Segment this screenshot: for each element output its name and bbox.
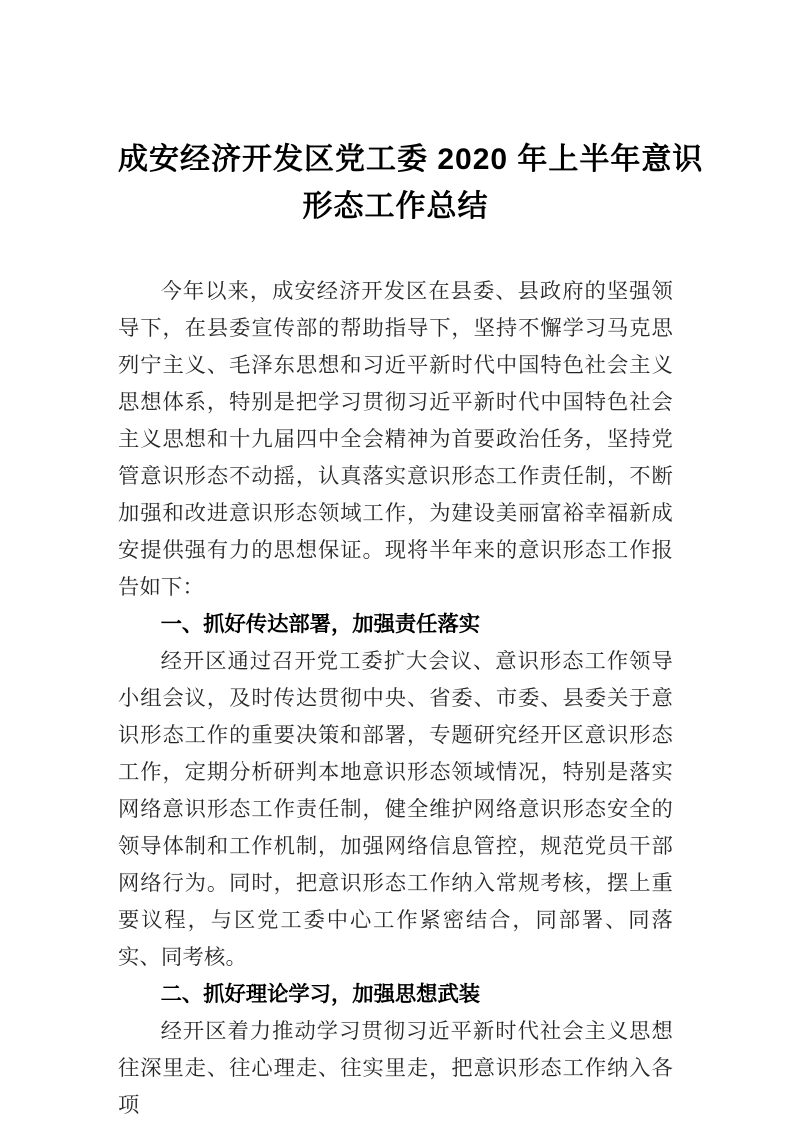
paragraph-intro: 今年以来，成安经济开发区在县委、县政府的坚强领导下，在县委宣传部的帮助指导下，坚持不懈学习马克思列宁主义、毛泽东思想和习近平新时代中国特色社会主义思想体系，特别是把学习贯彻习近平新时代中国特色社会主义思想和十九届四中全会精神为首要政治任务，坚持党管意识形态不动摇，认真落实意识形态工作责任制，不断加强和改进意识形态领域工作，为建设美丽富裕幸福新成安提供强有力的思想保证。现将半年来的意识形态工作报告如下： <box>118 279 673 599</box>
document-title-line-1: 成安经济开发区党工委 2020 年上半年意识 <box>118 143 704 176</box>
document-title-line-2: 形态工作总结 <box>302 190 489 223</box>
document-content <box>118 136 704 1122</box>
document-title <box>118 136 704 230</box>
paragraph-section-2: 经开区着力推动学习贯彻习近平新时代社会主义思想往深里走、往心理走、往实里走，把意识形态工作纳入各项 <box>118 1019 673 1117</box>
section-heading-1: 一、抓好传达部署，加强责任落实 <box>160 612 481 636</box>
section-heading-2: 二、抓好理论学习，加强思想武装 <box>160 982 481 1006</box>
paragraph-section-1: 经开区通过召开党工委扩大会议、意识形态工作领导小组会议，及时传达贯彻中央、省委、市委、县委关于意识形态工作的重要决策和部署，专题研究经开区意识形态工作，定期分析研判本地意识形态领域情况，特别是落实网络意识形态工作责任制，健全维护网络意识形态安全的领导体制和工作机制，加强网络信息管控，规范党员干部网络行为。同时，把意识形态工作纳入常规考核，摆上重要议程，与区党工委中心工作紧密结合，同部署、同落实、同考核。 <box>118 649 673 969</box>
